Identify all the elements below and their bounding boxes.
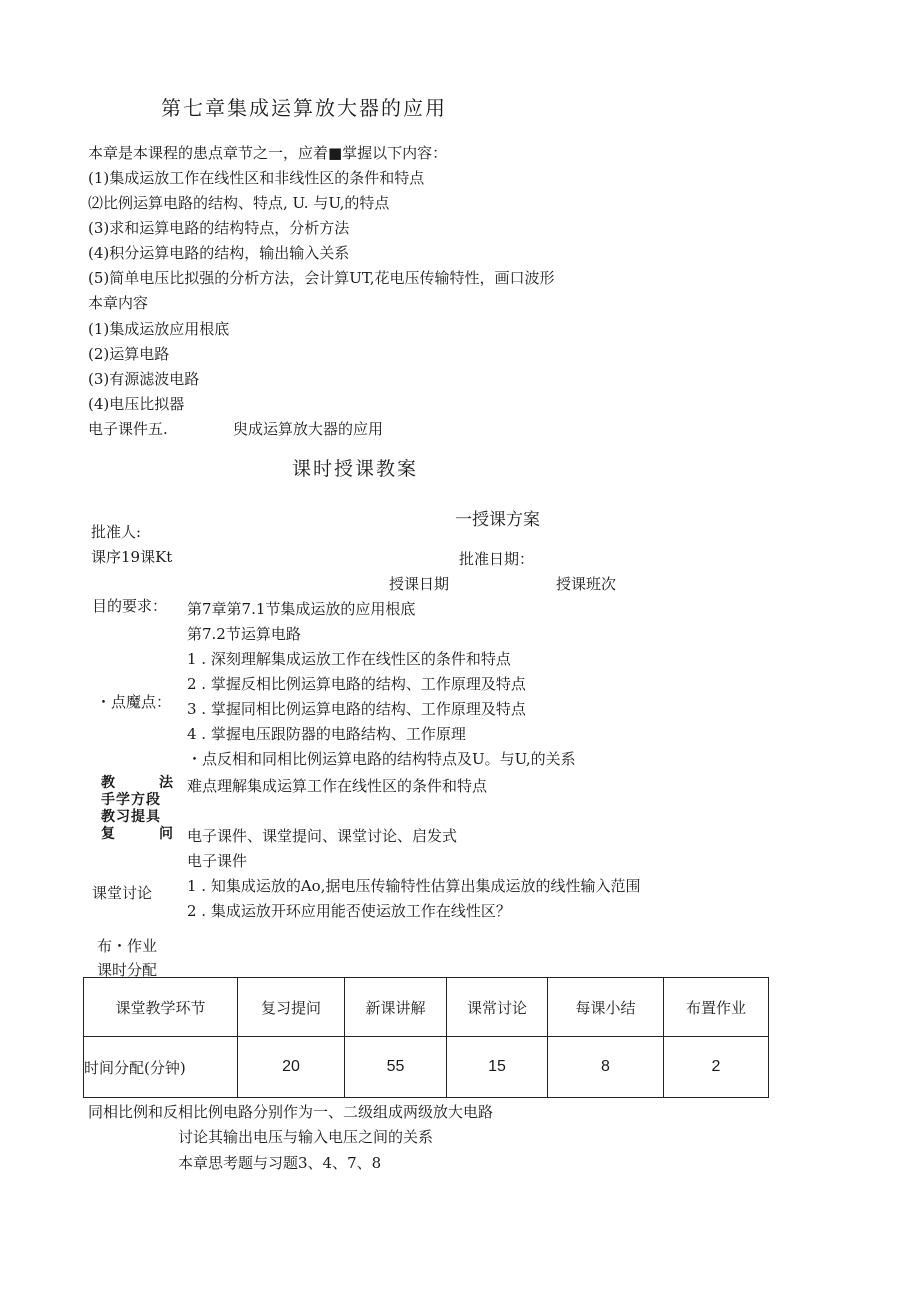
objective-label: 目的要求： [92,597,168,615]
intro-item: (5)简单电压比拟强的分析方法，会计算UT,花电压传输特性，画口波形 [88,269,555,287]
table-header-cell: 课常讨论 [447,978,548,1037]
method-label: 法 [159,775,173,791]
objective-line: 3 . 掌握同相比例运算电路的结构、工作原理及特点 [187,700,526,718]
intro-item: (4)积分运算电路的结构，输出输入关系 [88,244,350,262]
intro-item: (1)集成运放工作在线性区和非线性区的条件和特点 [88,169,425,187]
approve-date-label: 批准日期： [459,550,535,568]
time-allocation-label: 课时分配 [97,961,158,979]
table-header-cell: 每课小结 [548,978,664,1037]
plan-title: 一授课方案 [455,510,540,530]
homework-label: 布・作业 [97,937,158,955]
table-cell: 2 [664,1037,769,1098]
discussion-line: 1 . 知集成运放的Ao,据电压传输特性估算出集成运放的线性输入范围 [187,877,641,895]
tools-line: 电子课件 [187,852,248,870]
objective-line: 第7.2节运算电路 [187,625,301,643]
footer-line: 讨论其输出电压与输入电压之间的关系 [178,1128,434,1146]
content-item: (1)集成运放应用根底 [88,320,230,338]
table-header-cell: 布置作业 [664,978,769,1037]
method-label: 问 [159,826,173,842]
discussion-label: 课堂讨论 [92,884,153,902]
courseware-value: 臾成运算放大器的应用 [233,420,384,438]
method-label: 复 [101,826,115,842]
method-label: 手学方段 [101,792,161,808]
discussion-line: 2 . 集成运放开环应用能否使运放工作在线性区？ [187,902,511,920]
method-label: 教 [101,775,115,791]
footer-line: 同相比例和反相比例电路分别作为一、二级组成两级放大电路 [88,1103,494,1121]
method-label: 教习提具 [101,809,161,825]
table-cell: 20 [238,1037,345,1098]
key-point-label: ・点魔点： [96,693,172,711]
table-cell: 8 [548,1037,664,1098]
intro-lead: 本章是本课程的患点章节之一，应着■掌握以下内容： [88,144,448,162]
teach-date-label: 授课日期 [389,575,450,593]
content-item: (4)电压比拟器 [88,395,185,413]
content-heading: 本章内容 [88,294,149,312]
approver-label: 批准人: [91,523,142,541]
table-header-cell: 课堂教学环节 [84,978,238,1037]
content-item: (2)运算电路 [88,345,170,363]
intro-item: (3)求和运算电路的结构特点，分析方法 [88,219,350,237]
lesson-title: 课时授课教案 [292,458,419,480]
methods-line: 电子课件、课堂提问、课堂讨论、启发式 [187,827,458,845]
key-point-line: ・点反相和同相比例运算电路的结构特点及U。与U,的关系 [187,750,576,768]
objective-line: 第7章第7.1节集成运放的应用根底 [187,600,416,618]
footer-line: 本章思考题与习题3、4、7、8 [178,1154,382,1172]
content-item: (3)有源滤波电路 [88,370,200,388]
objective-line: 4 . 掌握电压跟防器的电路结构、工作原理 [187,725,466,743]
difficulty-line: 难点理解集成运算工作在线性区的条件和特点 [187,777,488,795]
table-header-row [84,978,769,1037]
lesson-sequence: 课序19课Kt [91,548,173,566]
chapter-title: 第七章集成运算放大器的应用 [161,96,447,120]
table-cell: 15 [447,1037,548,1098]
intro-item: ⑵比例运算电路的结构、特点, U. 与U,的特点 [88,194,390,212]
courseware-label: 电子课件五. [88,420,168,438]
table-cell: 55 [345,1037,447,1098]
objective-line: 2 . 掌握反相比例运算电路的结构、工作原理及特点 [187,675,526,693]
time-allocation-table [83,977,769,1098]
objective-line: 1 . 深刻理解集成运放工作在线性区的条件和特点 [187,650,511,668]
table-header-cell: 新课讲解 [345,978,447,1037]
teach-class-label: 授课班次 [556,575,617,593]
table-header-cell: 复习提问 [238,978,345,1037]
table-row-label: 时间分配(分钟) [84,1037,238,1098]
table-row [84,1037,769,1098]
